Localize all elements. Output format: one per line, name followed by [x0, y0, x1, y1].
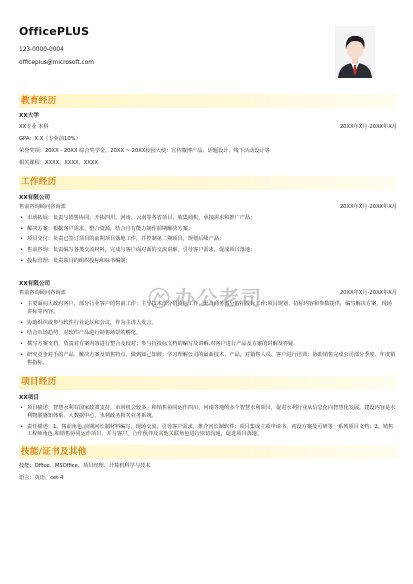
job-row	[19, 290, 397, 298]
work-section-title: 工作经历	[21, 177, 57, 188]
job-row	[19, 204, 397, 212]
email-address: officeplus@microsoft.com	[19, 60, 94, 67]
job-company: XX有限公司	[19, 194, 51, 201]
education-section-header	[19, 94, 397, 108]
skills-section-header	[19, 445, 397, 459]
education-section-title: 教育经历	[21, 95, 57, 106]
work-section-header	[19, 176, 397, 190]
avatar	[335, 26, 375, 78]
candidate-name: OfficePLUS	[19, 25, 90, 38]
education-period: 20XX年X月-20XX年X月	[339, 124, 397, 131]
courses-line: 相关课程：XXXX、XXXX、XXXX	[19, 159, 98, 166]
education-row	[19, 124, 397, 132]
job-entry	[19, 280, 397, 368]
school-name: XX大学	[19, 113, 39, 119]
job-bullet: • 研究竞争对手的产品、解决方案及销售特点，做到知己知彼；学习理解公司的最新技术、产品，对销售人员、客户进行培训；协助销售完成公司部分季度、年度销售指标。	[19, 352, 397, 368]
job-bullet: • 售前咨询：负责编写各类交流材料，完成与客户面对面的交流讲解，引导客户需求，促成项目落地；	[19, 247, 397, 255]
job-period: 20XX年X月-20XX年X月	[339, 203, 397, 210]
job-bullet: • 投标管理：负责项目的组织投标和标书编制；	[19, 258, 397, 266]
job-company: XX有限公司	[19, 280, 51, 287]
major-degree: XX专业 本科	[19, 124, 49, 131]
job-position: 售前咨询顾问咨询部	[19, 203, 66, 210]
skills-section-title: 技能/证书及其他	[21, 446, 87, 457]
job-position: 售前咨询顾问咨询部	[19, 290, 66, 297]
job-bullet: • 主要面向大政府客户，部分行业客户的售前工作：主导技术部分招投标工作，配合商务部分的招投标工作;项目规划、招标内容和参数提供，编写解决方案，现场讲标等内容。	[19, 301, 397, 317]
projects-section-header	[19, 376, 397, 390]
projects-section-title: 项目经历	[21, 377, 57, 388]
job-entry	[19, 194, 397, 266]
watermark-text: 办公老司	[175, 286, 263, 310]
resume-header	[19, 24, 397, 88]
honors-line: 荣誉奖项：20XX - 20XX 综合奖学金、20XX ~ 20XX校园大使：宣传微博产品、话题设计、线下活动设计等	[19, 147, 270, 154]
job-bullets	[19, 301, 397, 368]
job-bullet: • 撰写方案文档，负责对方案内容进行整合及校对；参与招投标文档的编写及讲解,对客户进行产品及方案的讲解及答疑.	[19, 341, 397, 349]
job-period: 20XX年X月-20XX年X月	[339, 290, 397, 297]
project-bullets	[19, 405, 397, 439]
avatar-portrait-icon	[335, 26, 375, 78]
project-bullet: • 项目描述：智慧水利有国家政策支持，市场机会较多。和销售协同运作四川，河南等地的多个智慧水利项目，促进水利行业从信息化向智慧化发展。建设内容是水利物联感知体系、大数据中心、水利政务相关业务系统。	[19, 405, 397, 421]
phone-number: 123-0000-0004	[19, 46, 64, 53]
job-bullets	[19, 215, 397, 266]
job-bullet: • 结合市场趋势，对软件产品进行销售场景的孵化。	[19, 330, 397, 338]
job-bullet: • 市场拓展：负责与销售协同，开拓四川、河南、云南等各省项目，收集商机，承接需求和推广产品；	[19, 215, 397, 223]
gpa-line: GPA：X.X（专业前10%）	[19, 136, 81, 143]
languages-line: 语言：英语，cet-4	[19, 474, 64, 481]
job-bullet: • 项目交付：负责已签订项目的前期项目落地工作，并控制第二期项目，规划后续产品；	[19, 236, 397, 244]
job-bullet: • 协助组织或参与软件行业论坛和会议，作为主讲人发言。	[19, 320, 397, 328]
project-bullet: • 责任描述：1、售前角色,前期河长制材料编写，现场交流，引导客户需求，推介河长制软件；项目集成立项申请书、初设方案及可研等一系列项目文档；2、销售工程师角色,和销售协同运作项目，并与客户，合作伙伴及其他关联角色进行密切沟通，促进项目落地。	[19, 424, 397, 440]
project-name: XX项目	[19, 394, 39, 401]
job-bullet: • 解决方案：根据客户需求，整合资源，结合自有能力制作前期解决方案；	[19, 226, 397, 234]
skills-line: 技能：Office、MSOffice、项目经理、计算机科学与技术	[19, 463, 151, 470]
